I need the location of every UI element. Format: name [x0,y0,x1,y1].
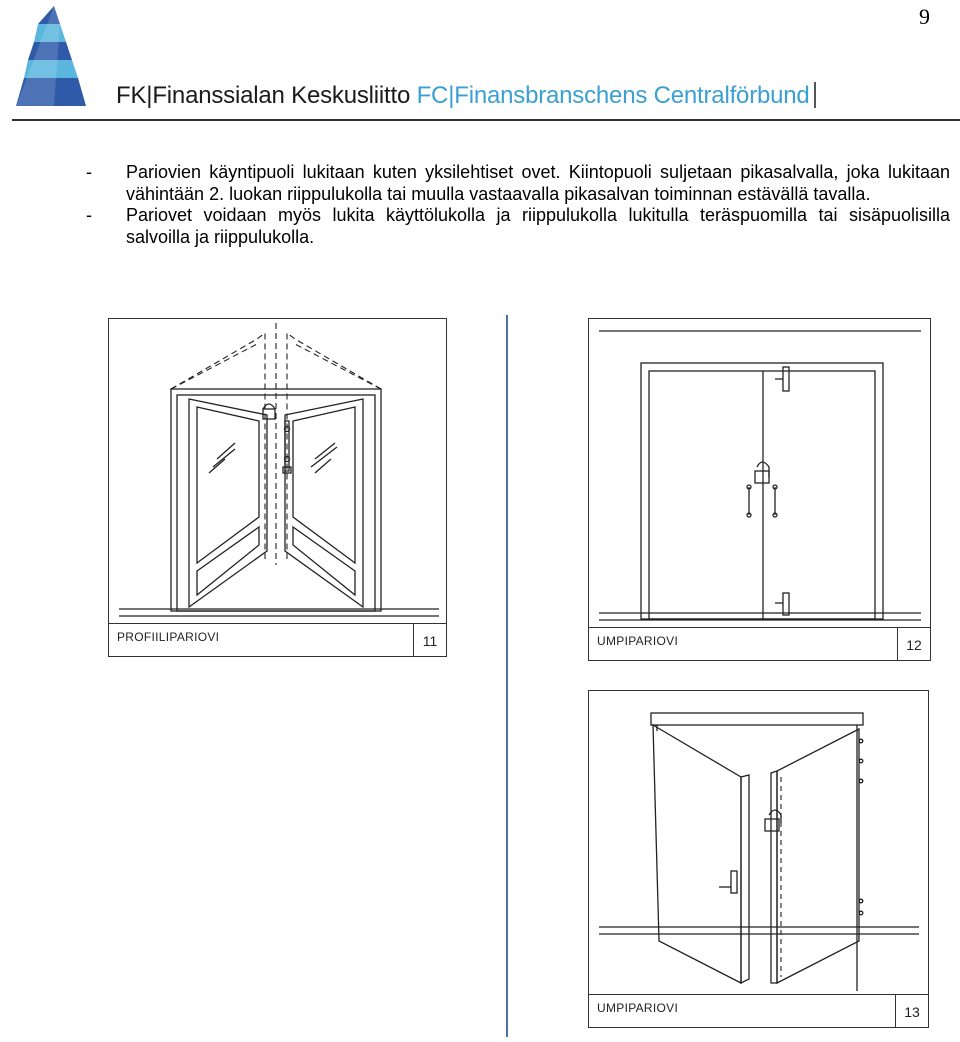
figure-number: 12 [906,637,922,653]
page-number: 9 [919,4,930,29]
figure-caption-bar [589,994,928,1027]
bullet-text: Pariovet voidaan myös lukita käyttölukolla ja riippulukolla lukitulla teräspuomilla tai sisäpuolisilla salvoilla ja riippulukolla. [126,205,950,247]
list-item [86,162,950,205]
org-fi-name: Finanssialan Keskusliitto [152,82,411,109]
bullet-list [86,162,950,248]
solid-double-door-closed-illustration [589,319,929,627]
figure-caption-bar [109,623,446,656]
figure-number-box [897,628,930,660]
figure-caption-bar [589,627,930,660]
solid-double-door-open-illustration [589,691,927,995]
column-divider [506,315,508,1037]
figure-number-box [895,995,928,1027]
bullet-dash: - [86,162,92,182]
bullet-text: Pariovien käyntipuoli lukitaan kuten yksilehtiset ovet. Kiintopuoli suljetaan pikasalvalla, joka lukitaan vähintään 2. luokan riippulukolla tai muulla vastaavalla pikasalvan toiminnan estävällä tavalla. [126,162,950,204]
organization-name: FK|Finanssialan Keskusliitto FC|Finansbranschens Centralförbund [116,82,816,110]
figure-caption: UMPIPARIOVI [597,634,679,648]
list-item [86,205,950,248]
figure-number: 13 [904,1004,920,1020]
figure-solid-double-door-open [588,690,929,1028]
figure-solid-double-door-closed [588,318,931,661]
org-fi-abbr: FK [116,82,147,109]
bullet-dash: - [86,205,92,225]
figure-number-box [413,624,446,656]
figure-profile-double-door [108,318,447,657]
figure-caption: PROFIILIPARIOVI [117,630,220,644]
org-sv-abbr: FC [416,82,449,109]
org-sv-name: Finansbranschens Centralförbund [454,82,810,109]
profile-double-door-illustration [109,319,445,623]
fk-pyramid-logo-icon [14,6,92,110]
figure-caption: UMPIPARIOVI [597,1001,679,1015]
figure-number: 11 [422,633,438,649]
header-divider [12,119,960,121]
